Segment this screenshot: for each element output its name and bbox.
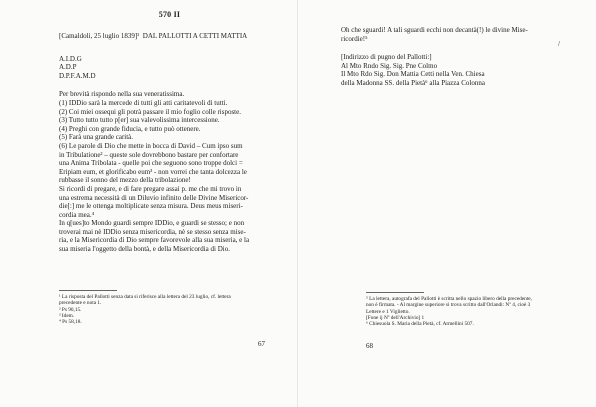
address-line: [Indirizzo di pugno del Pallotti:] [341,53,432,62]
footnote-line: ⁵ La lettera, autografa del Pallotti è scritta nello spazio libero della precedente, [366,296,532,302]
letter-closing [341,26,586,43]
footnote-rule [366,292,424,293]
body-line: (5) Farà una grande carità. [59,133,134,142]
footnote-line: ⁶ Chiesuola S. Maria della Pietà, cf. Armellini 507. [366,321,474,328]
page-number-left: 67 [258,340,265,348]
body-line: in Tribulatione² – queste sole dovrebbono bastare per confortare [59,150,239,159]
footnote-line: [Fone ij Nº dell'Archivio] 1 [366,314,425,321]
footnote-line: Lettere e 1 Viglietto. [366,308,410,315]
footnote-line: ³ Idem. [59,312,75,319]
signature-line: D.P.F.A.M.D [59,71,96,80]
address-line: della Madonna SS. della Pietà⁶ alla Piazza Colonna [341,78,485,87]
body-line: ria, e la Misericordia di Dio sempre favorevole alla sua miseria, e la [59,236,250,245]
footnote-line: ¹ La risposta del Pallotti senza data si riferisce alla lettera del 23 luglio, cf. lettera [59,294,231,300]
left-footnotes [59,290,280,325]
body-line: (2) Coi miei ossequi gli potrà passare il mio foglio colle risposte. [59,107,241,116]
address-line: Al Mto Rndo Sig. Sig. Pne Colmo [341,61,438,70]
body-line: Si ricordi di pregare, e di fare pregare assai p. me che mi trovo in [59,184,242,193]
signature-block [59,55,280,81]
body-line: una Anima Tribolata - quelle poi che seguono sono troppe dolci = [59,159,243,168]
body-line: troverai mai nè IDDio senza misericordia, nè se stesso senza mise- [59,227,246,236]
body-line: In q[ues]to Mondo guardi sempre IDDio, e guardi se stesso; e non [59,219,245,228]
address-line: Il Mto Rdo Sig. Don Mattia Cetti nella Ven. Chiesa [341,70,485,79]
body-line: sua miseria l'oggetto della bontà, e della Misericordia di Dio. [59,245,230,254]
body-line: Oh che sguardi! A tali sguardi ecchi non decantà(!) le divine Mise- [341,26,528,34]
address-block [341,53,586,87]
signature-line: A.I.D.G [59,54,82,63]
body-line: rubbasse il sonno del mezzo della tribolazione! [59,176,191,185]
body-line: ricordie!⁵ [341,34,368,43]
letter-heading: [Camaldoli, 25 luglio 1839]¹ DAL PALLOTTI A CETTI MATTIA [59,32,248,40]
footnote-line: ² Ps 90,15. [59,306,82,313]
body-line: (3) Tutto tutto tutto p[er] sua valevolissima intercessione. [59,116,220,125]
footnote-line: non è firmata. - Al margine superiore si trova scritto dall'Orlandi: Nº 4, cioè 3 [366,302,531,309]
body-line: Per brevità rispondo nella sua veneratissima. [59,90,185,99]
body-line: (4) Preghi con grande fiducia, e tutto può ottenere. [59,124,201,133]
body-line: (6) Le parole di Dio che mette in bocca di David – Cum ipso sum [59,141,243,150]
letter-title: 570 II [158,10,181,19]
signature-line: A.D.P [59,63,77,72]
page-number-right: 68 [366,342,373,350]
body-line: Eripiam eum, et glorificabo eum³ - non vorrei che tanta dolcezza le [59,167,247,176]
right-page [298,0,596,407]
page-break-marker: / [558,40,560,48]
body-line: die[:] me le ottenga moltiplicate senza misura. Deus meus miseri- [59,202,243,211]
right-footnotes [366,292,586,327]
footnote-line: ⁴ Ps 58,18. [59,319,82,326]
body-line: una estrema necessità di un Diluvio infinito delle Divine Misericor- [59,193,249,202]
body-line: cordia mea.⁴ [59,210,95,219]
body-line: (1) IDDio sarà la mercede di tutti gli atti caritatevoli di tutti. [59,98,228,107]
letter-body [59,90,280,253]
footnote-line: precedente e nota 1. [59,300,102,307]
footnote-rule [59,290,117,291]
